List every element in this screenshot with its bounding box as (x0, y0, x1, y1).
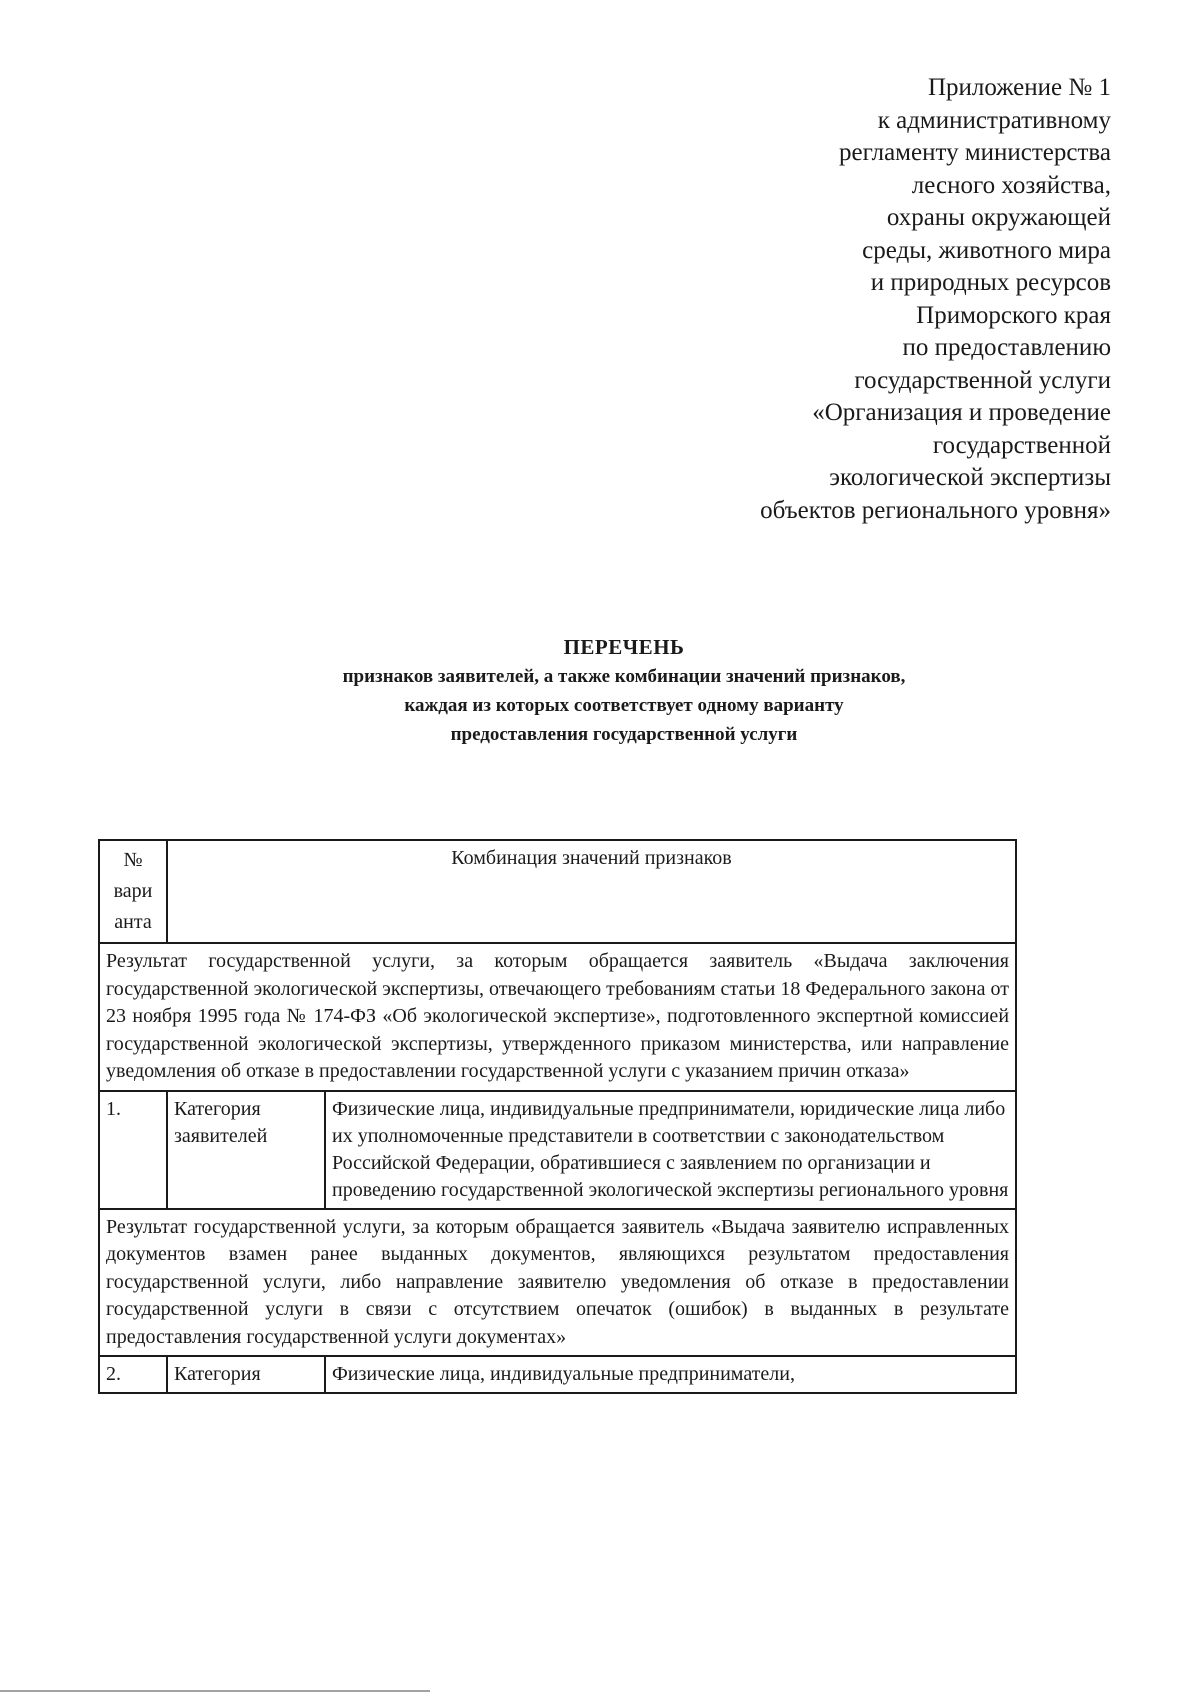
table-header-row (99, 840, 1016, 943)
variant-number: 2. (99, 1356, 167, 1393)
scan-edge-line (0, 1690, 430, 1692)
document-heading (100, 632, 1148, 749)
table-row (99, 1209, 1016, 1357)
result-description-2: Результат государственной услуги, за которым обращается заявитель «Выдача заявителю исправленных документов взамен ранее выданных документов, являющихся результатом предоставления государственной услуги, либо направление заявителю уведомления об отказе в предоставлении государственной услуги в связи с отсутствием опечаток (ошибок) в выданных в результате предоставления государственной услуги документах» (99, 1209, 1016, 1357)
appendix-line: лесного хозяйства, (911, 171, 1111, 199)
appendix-header (631, 72, 1111, 527)
variant-number-header (99, 840, 167, 943)
appendix-line: к административному (877, 106, 1111, 134)
combination-header: Комбинация значений признаков (167, 840, 1016, 943)
appendix-line: Приморского края (916, 301, 1111, 329)
variants-table (98, 839, 1017, 1394)
variant-number-header-label: № вари анта (113, 849, 153, 933)
attribute-name: Категория заявителей (167, 1091, 325, 1209)
variant-number: 1. (99, 1091, 167, 1209)
subtitle-line: каждая из которых соответствует одному варианту (404, 695, 844, 716)
document-subtitle (100, 662, 1148, 749)
appendix-line: по предоставлению (902, 334, 1111, 361)
result-description-1: Результат государственной услуги, за которым обращается заявитель «Выдача заключения государственной экологической экспертизы, отвечающего требованиям статьи 18 Федерального закона от 23 ноября 1995 года № 174-ФЗ «Об экологической экспертизе», подготовленного экспертной комиссией государственной экологической экспертизы, утвержденного приказом министерства, или направление уведомления об отказе в предоставлении государственной услуги с указанием причин отказа» (99, 943, 1016, 1091)
appendix-line: государственной (932, 431, 1111, 459)
document-title: ПЕРЕЧЕНЬ (563, 635, 685, 659)
table-row (99, 1356, 1016, 1393)
appendix-line: «Организация и проведение (812, 399, 1111, 426)
appendix-line: объектов регионального уровня» (760, 496, 1111, 524)
subtitle-line: предоставления государственной услуги (450, 724, 798, 745)
appendix-line: охраны окружающей (886, 204, 1111, 231)
attribute-name: Категория (167, 1356, 325, 1393)
table-row (99, 943, 1016, 1091)
appendix-line: государственной услуги (854, 366, 1111, 394)
appendix-line: экологической экспертизы (829, 464, 1111, 491)
appendix-line: среды, животного мира (862, 236, 1111, 264)
appendix-line: и природных ресурсов (870, 269, 1111, 296)
attribute-value: Физические лица, индивидуальные предприниматели, юридические лица либо их уполномоченные представители в соответствии с законодательством Российской Федерации, обратившиеся с заявлением по организации и проведению государственной экологической экспертизы регионального уровня (325, 1091, 1016, 1209)
appendix-line: регламенту министерства (839, 139, 1111, 166)
subtitle-line: признаков заявителей, а также комбинации значений признаков, (342, 666, 906, 687)
appendix-line: Приложение № 1 (927, 74, 1111, 101)
table-row (99, 1091, 1016, 1209)
attribute-value: Физические лица, индивидуальные предприниматели, (325, 1356, 1016, 1393)
